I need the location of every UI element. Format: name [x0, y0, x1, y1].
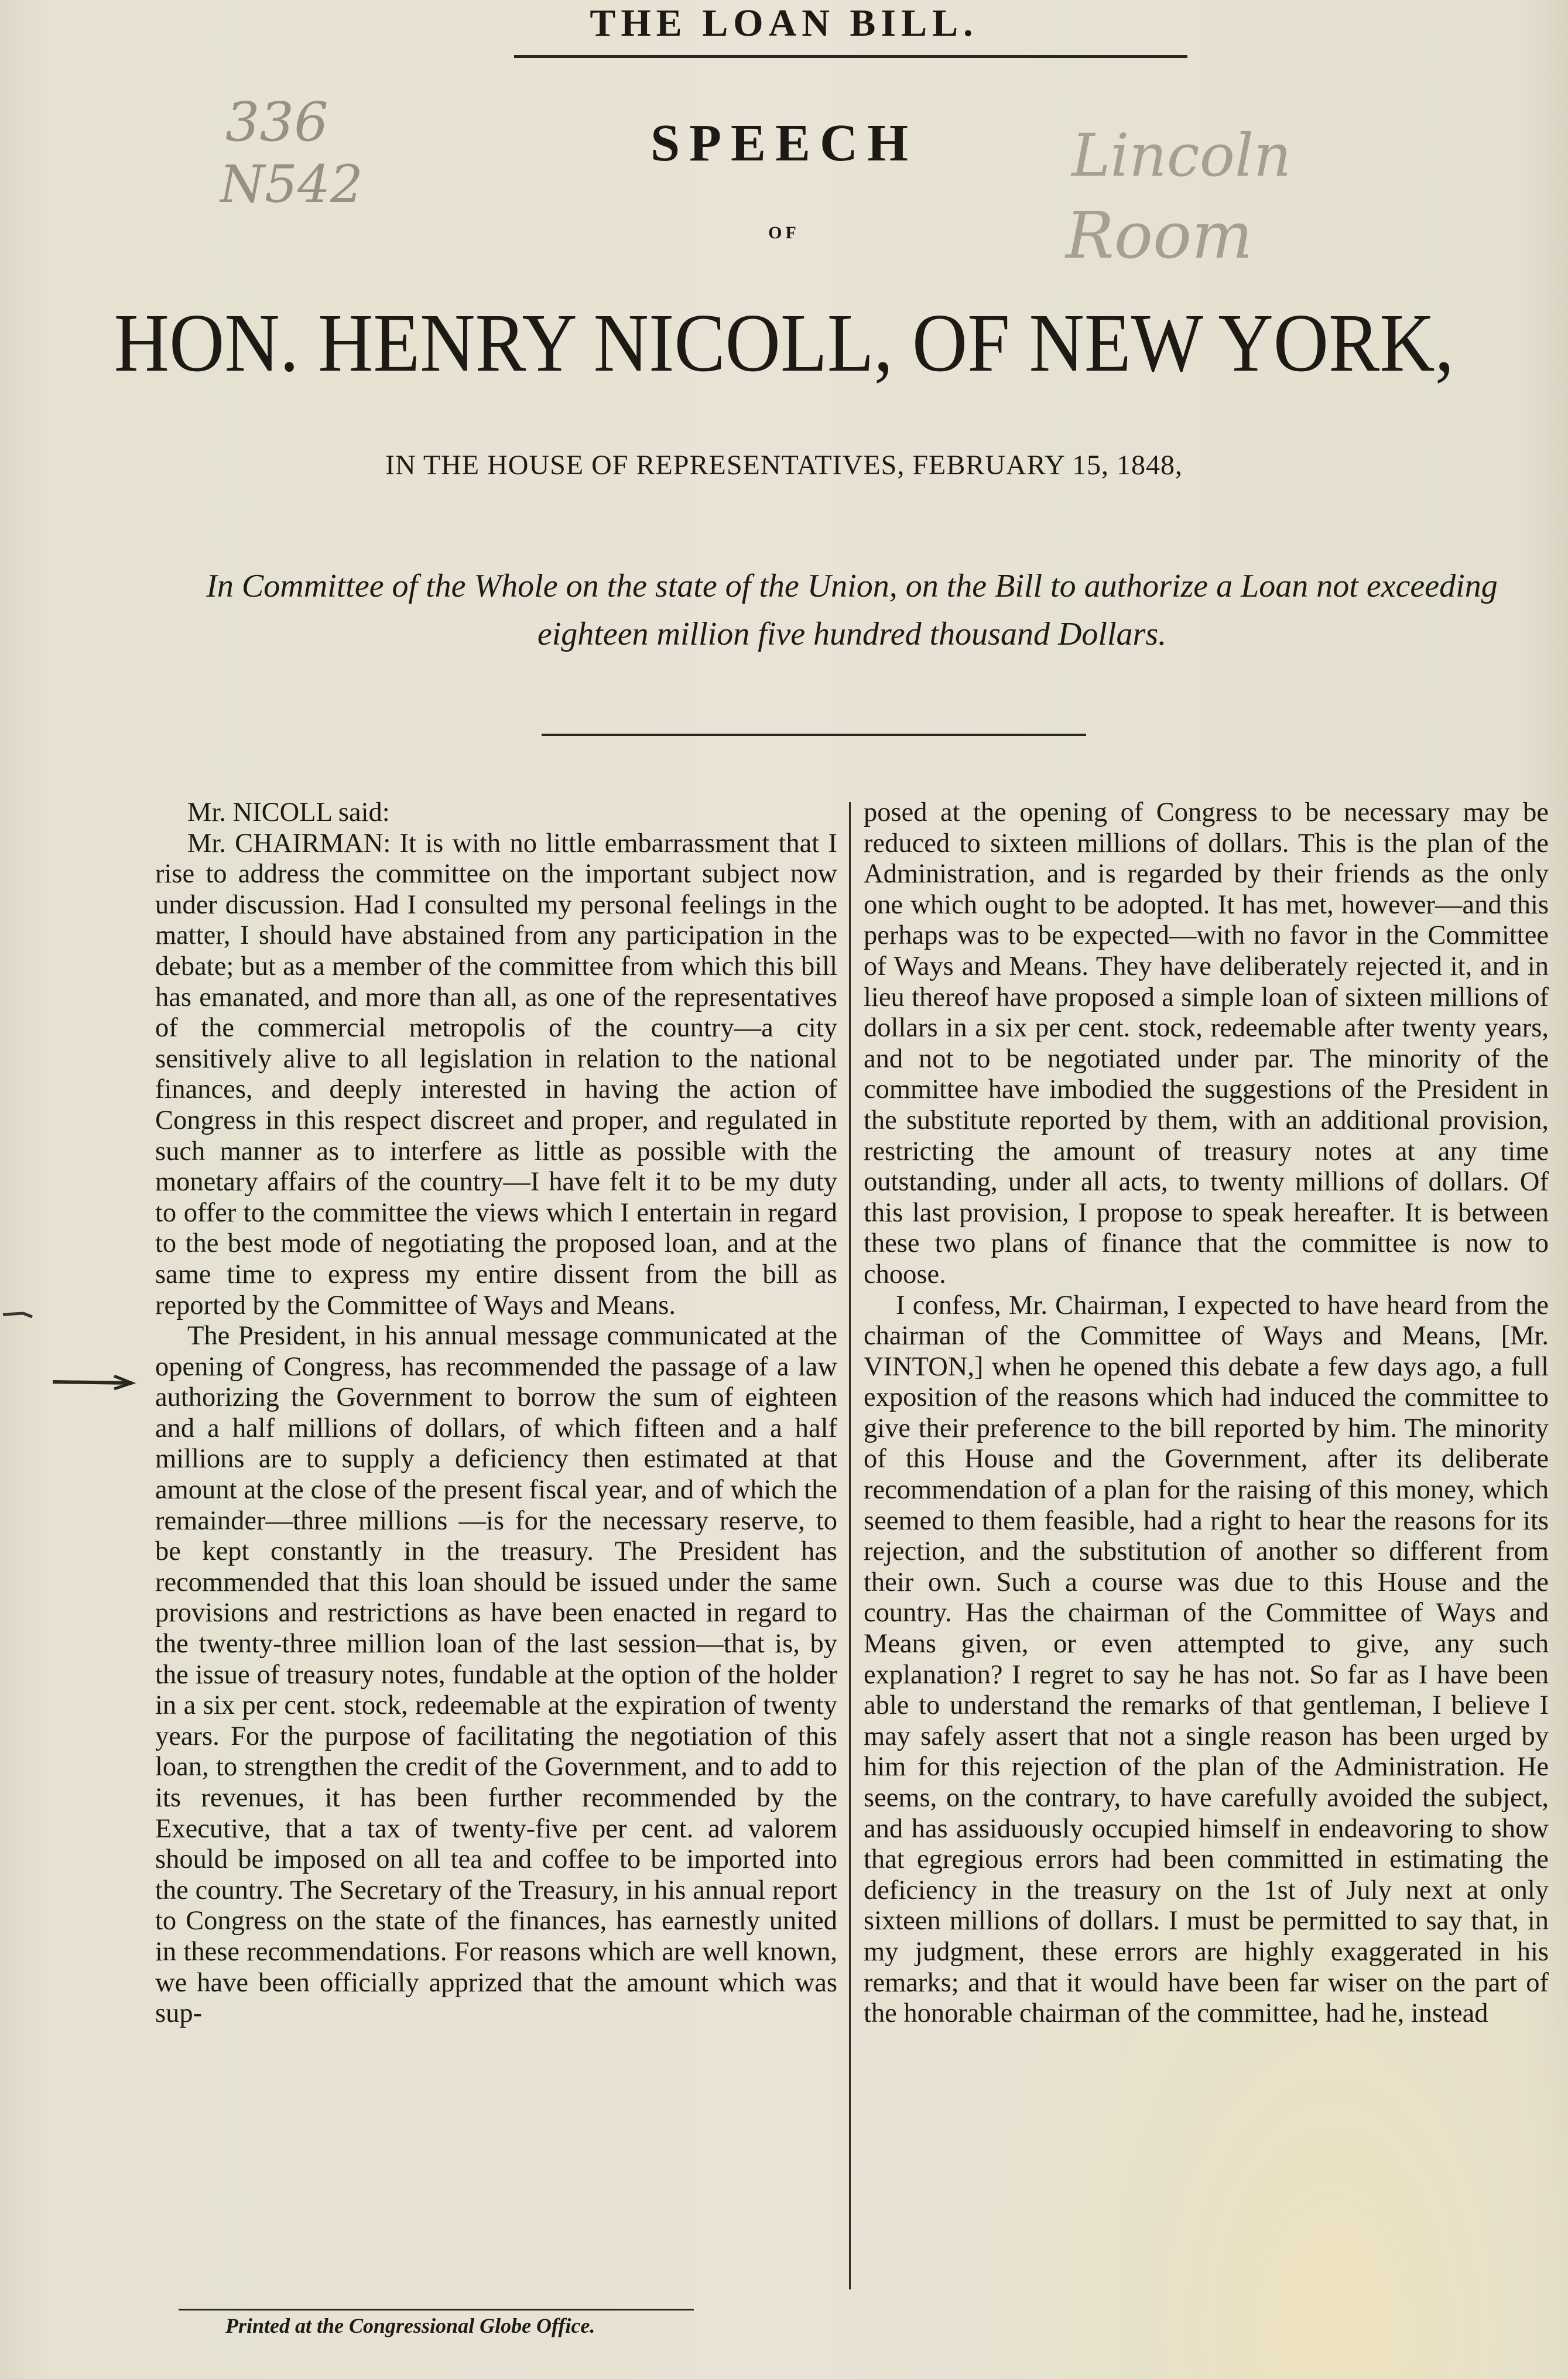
paragraph: Mr. NICOLL said: — [187, 797, 390, 827]
subtitle: In Committee of the Whole on the state of the Union, on the Bill to authorize a Loan not exceeding eighteen million five hundred thousand Dollars. — [206, 568, 1498, 652]
section-rule — [542, 734, 1086, 736]
margin-arrow-mark — [50, 1370, 138, 1394]
shelf-mark-line2: N542 — [220, 154, 363, 214]
occasion-line: IN THE HOUSE OF REPRESENTATIVES, FEBRUARY 15, 1848, — [385, 450, 1183, 481]
text-column-left — [155, 797, 837, 2029]
margin-mark — [0, 1303, 41, 1326]
orator-name: HON. HENRY NICOLL, OF NEW YORK, — [114, 296, 1454, 389]
handwritten-collection-note — [1048, 111, 1353, 287]
speech-label: SPEECH — [650, 114, 918, 172]
header-rule — [514, 55, 1187, 58]
footer-rule — [179, 2309, 694, 2310]
shelf-mark-line1: 336 — [225, 91, 328, 153]
paragraph: I confess, Mr. Chairman, I expected to have heard from the chairman of the Committee of Ways and Means, [Mr. VINTON,] when he opened this debate a few days ago, a full exposition of the reasons which had induced the committee to give their preference to the bill reported by him. The minority of this House and the Government, after its deliberate recommendation of a plan for the raising of this money, which seemed to them feasible, had a right to hear the reasons for its rejection, and the substitution of another so different from their own. Such a course was due to this House and the country. Has the chairman of the Committee of Ways and Means given, or even attempted to give, any such explanation? I regret to say he has not. So far as I have been able to understand the remarks of that gentleman, I believe I may safely assert that not a single reason has been urged by him for this rejection of the plan of the Administration. He seems, on the contrary, to have carefully avoided the subject, and has assiduously occupied himself in endeavoring to show that egregious errors had been committed in estimating the deficiency in the treasury on the 1st of July next at only sixteen millions of dollars. I must be permitted to say that, in my judgment, these errors are highly exaggerated in his remarks; and that it would have been far wiser on the part of the honorable chairman of the committee, had he, instead — [864, 1290, 1549, 2029]
of-label: OF — [768, 223, 800, 242]
paragraph: Mr. CHAIRMAN: It is with no little embarrassment that I rise to address the committee on the important subject now under discussion. Had I consulted my personal feelings in the matter, I should have abstained from any participation in the debate; but as a member of the committee from which this bill has emanated, and more than all, as one of the representatives of the commercial metropolis of the country—a city sensitively alive to all legislation in relation to the national finances, and deeply interested in having the action of Congress in this respect discreet and proper, and regulated in such manner as to interfere as little as possible with the monetary affairs of the country—I have felt it to be my duty to offer to the committee the views which I entertain in regard to the best mode of negotiating the proposed loan, and at the same time to express my entire dissent from the bill as reported by the Committee of Ways and Means. — [155, 828, 837, 1320]
paragraph: posed at the opening of Congress to be necessary may be reduced to sixteen millions of dollars. This is the plan of the Administration, and is regarded by their friends as the only one which ought to be adopted. It has met, however—and this perhaps was to be expected—with no favor in the Committee of Ways and Means. They have deliberately rejected it, and in lieu thereof have proposed a simple loan of sixteen millions of dollars in a six per cent. stock, redeemable after twenty years, and not to be negotiated under par. The minority of the committee have imbodied the suggestions of the President in the substitute reported by them, with an additional provision, restricting the amount of treasury notes at any time outstanding, under all acts, to twenty millions of dollars. Of this last provision, I propose to speak hereafter. It is between these two plans of finance that the committee is now to choose. — [864, 797, 1549, 1289]
text-column-right — [864, 797, 1549, 2029]
printer-imprint: Printed at the Congressional Globe Office. — [225, 2314, 595, 2337]
paragraph: The President, in his annual message communicated at the opening of Congress, has recommended the passage of a law authorizing the Government to borrow the sum of eighteen and a half millions of dollars, of which fifteen and a half millions are to supply a deficiency then estimated at that amount at the close of the present fiscal year, and of which the remainder—three millions —is for the necessary reserve, to be kept constantly in the treasury. The President has recommended that this loan should be issued under the same provisions and restrictions as have been enacted in regard to the twenty-three million loan of the last session—that is, by the issue of treasury notes, fundable at the option of the holder in a six per cent. stock, redeemable at the expiration of twenty years. For the purpose of facilitating the negotiation of this loan, to strengthen the credit of the Government, and to add to its revenues, it has been further recommended by the Executive, that a tax of twenty-five per cent. ad valorem should be imposed on all tea and coffee to be imported into the country. The Secretary of the Treasury, in his annual report to Congress on the state of the finances, has earnestly united in these recommendations. For reasons which are well known, we have been officially apprized that the amount which was sup- — [155, 1321, 837, 2029]
running-head: THE LOAN BILL. — [590, 2, 978, 45]
column-divider — [849, 802, 851, 2289]
collection-line1: Lincoln — [1071, 121, 1292, 190]
collection-line2: Room — [1066, 198, 1253, 273]
